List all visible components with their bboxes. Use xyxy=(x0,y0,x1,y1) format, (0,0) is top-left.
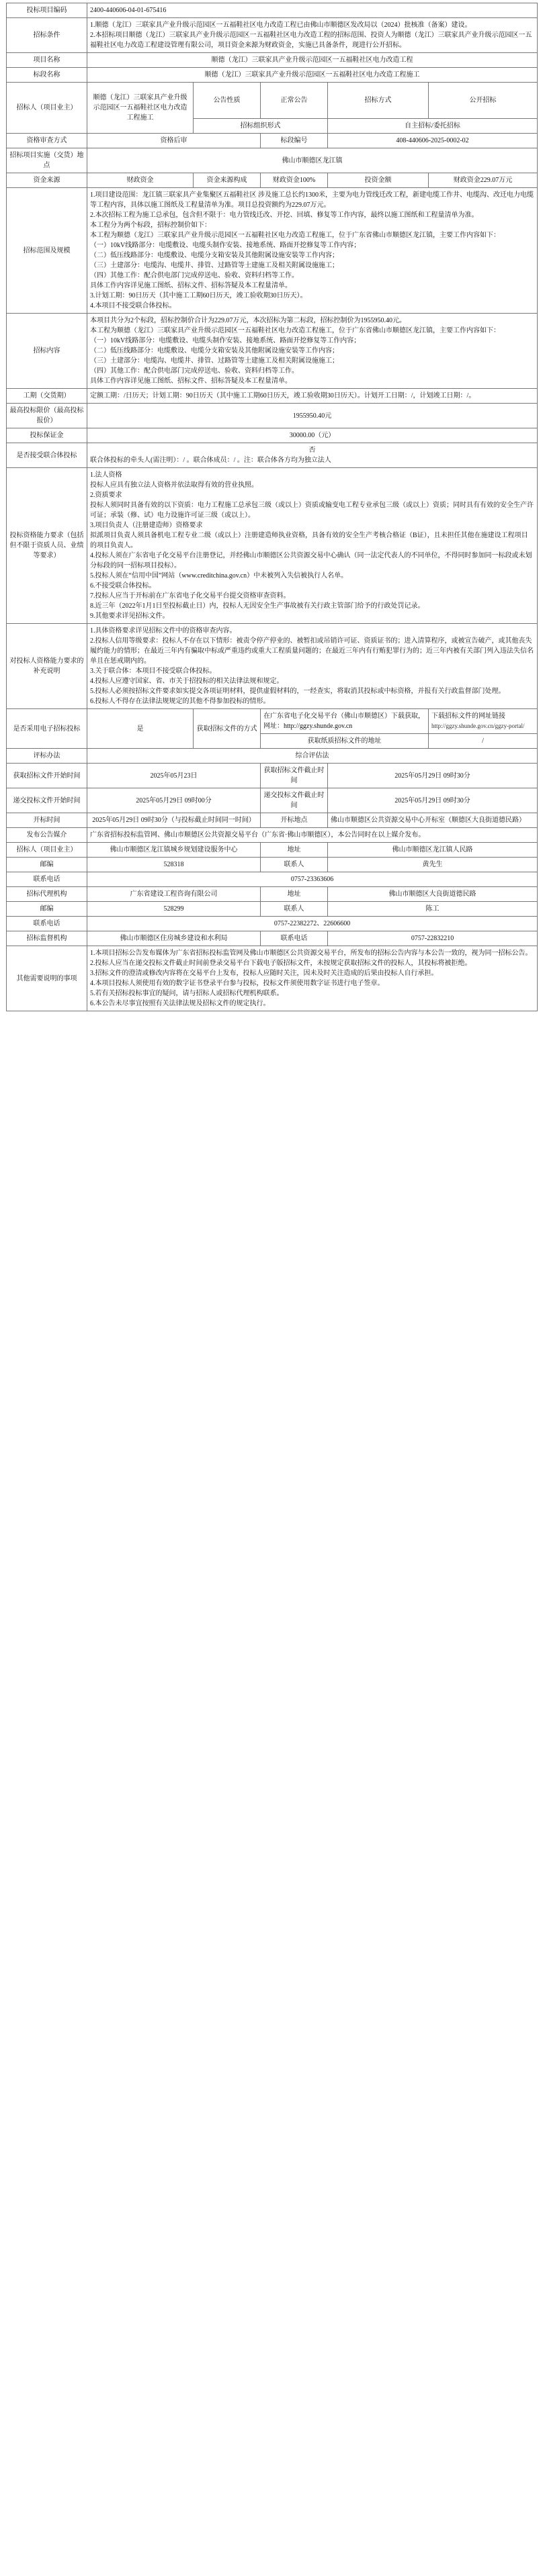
notes-line: 3.招标文件的澄清或修改内容将在交易平台上发布，投标人应随时关注，因未及时关注造成的后果由投标人自行承担。 xyxy=(90,970,438,977)
deposit-value: 30000.00（元） xyxy=(87,428,538,443)
content-text xyxy=(87,314,538,389)
agency-value: 广东省建设工程咨询有限公司 xyxy=(87,887,261,902)
agency-zip-value: 528299 xyxy=(87,902,261,917)
section-code-value: 408-440606-2025-0002-02 xyxy=(328,134,538,148)
time-row-3 xyxy=(7,813,538,828)
scope-line: 本工程分为两个标段，招标控制价如下： xyxy=(90,222,211,229)
content-line: （二）低压线路部分：电缆敷设、电缆分支箱安装及其他附属设施安装等工作内容； xyxy=(90,347,339,355)
review-method-label: 资格审查方式 xyxy=(7,134,87,148)
joint-sub: 联合体投标的牵头人(需注明）：/ 。联合体成员：/ 。注：联合体各方均为独立法人 xyxy=(90,457,331,464)
time-open-place-value: 佛山市顺德区公共资源交易中心开标室（顺德区大良街道德民路） xyxy=(328,813,538,828)
ecert-method-text: 在广东省电子化交易平台（佛山市顺德区）下载获取，网址：http://ggzy.shunde.gov.cn xyxy=(261,709,429,734)
qualification-lines xyxy=(90,470,534,621)
notice-type-label: 公告性质 xyxy=(194,83,261,119)
supervisor-row xyxy=(7,931,538,946)
other-line: 5.投标人必须按招标文件要求如实提交各项证明材料，提供虚假材料的，一经查实，将取消其投标或中标资格，并报有关行政监督部门处理。 xyxy=(90,688,505,695)
review-method-row xyxy=(7,134,538,148)
time-start-value: 2025年05月23日 xyxy=(87,764,261,788)
scope-row xyxy=(7,188,538,314)
other-lines xyxy=(90,626,534,706)
location-label: 招标项目实施（交货）地点 xyxy=(7,148,87,173)
contact-addr-label: 地址 xyxy=(261,843,328,858)
review-method-value: 资格后审 xyxy=(87,134,261,148)
agency-label: 招标代理机构 xyxy=(7,887,87,902)
ecert-row xyxy=(7,709,538,734)
other-line: 1.具体资格要求详见招标文件中的资格审查内容。 xyxy=(90,627,237,635)
contact-phone-value: 0757-23363606 xyxy=(87,872,538,887)
tenderer-contact-row-3 xyxy=(7,872,538,887)
agency-addr-value: 佛山市顺德区大良街道德民路 xyxy=(328,887,538,902)
budget-label: 投资金额 xyxy=(328,173,429,188)
schedule-value: 定额工期：/日历天；计划工期：90日历天（其中施工工期60日历天，竣工验收期30日历天）。计划开工日期：/，计划竣工日期：/。 xyxy=(87,389,538,404)
qualification-line: 6.不接受联合体投标。 xyxy=(90,582,156,590)
max-price-value: 1955950.40元 xyxy=(87,404,538,428)
section-name-row xyxy=(7,68,538,83)
review-value: 综合评估法 xyxy=(87,749,538,764)
funding-value: 财政资金 xyxy=(87,173,194,188)
publish-value: 广东省招标投标监管网、佛山市顺德区公共资源交易平台（广东省·佛山市顺德区），本公告同时在以上媒介发布。 xyxy=(87,828,538,843)
content-line: 本工程为顺德（龙江）三联家具产业升级示范园区一五福鞋社区电力改造工程施工，位于广东省佛山市顺德区龙江镇，主要工作内容如下： xyxy=(90,327,500,334)
publish-label: 发布公告媒介 xyxy=(7,828,87,843)
notes-line: 2.投标人应当在递交投标文件截止时间前登录交易平台下载电子版招标文件，未按规定获取招标文件的投标人，其投标将被拒绝。 xyxy=(90,960,472,967)
time-open-place-label: 开标地点 xyxy=(261,813,328,828)
agency-row-2 xyxy=(7,902,538,917)
agency-row xyxy=(7,887,538,902)
content-line: 本项目共分为2个标段，招标控制价合计为229.07万元，本次招标为第二标段，招标控制价为1955950.40元。 xyxy=(90,317,406,324)
section-name-value: 顺德（龙江）三联家具产业升级示范园区一五福鞋社区电力改造工程施工 xyxy=(87,68,538,83)
ecert-sub1-label: 下载招标文件的网址链接 xyxy=(431,712,505,720)
content-line: （三）土建部分：电缆沟、电缆井、排管、过路管等土建施工及相关附属设施施工； xyxy=(90,357,339,365)
contact-addr-value: 佛山市顺德区龙江镇人民路 xyxy=(328,843,538,858)
scope-line: （二）低压线路部分：电缆敷设、电缆分支箱安装及其他附属设施安装等工作内容； xyxy=(90,252,339,259)
location-row xyxy=(7,148,538,173)
scope-lines xyxy=(90,190,534,311)
qualification-line: 9.其他要求详见招标文件。 xyxy=(90,612,169,620)
conditions-label: 招标条件 xyxy=(7,18,87,53)
other-line: 6.投标人不得存在法律法规规定的其他不得参加投标的情形。 xyxy=(90,698,270,705)
joint-value: 否 xyxy=(308,447,316,454)
time-end-value: 2025年05月29日 09时30分 xyxy=(328,764,538,788)
scope-line: 2.本次招标工程为施工总承包，包含但不限于：电力管线迁改、开挖、回填、修复等工作内容，最终以施工图纸和工程量清单为准。 xyxy=(90,212,478,219)
other-line: 4.投标人应遵守国家、省、市关于招投标的相关法律法规和规定。 xyxy=(90,678,284,685)
time-open-label: 开标时间 xyxy=(7,813,87,828)
scope-line: （一）10kV线路部分：电缆敷设、电缆头制作安装、接地系统、路面开挖修复等工作内容； xyxy=(90,242,361,249)
ecert-sub2-value: / xyxy=(429,734,538,749)
section-code-label: 标段编号 xyxy=(261,134,328,148)
ecert-sub2-label: 获取纸质招标文件的地址 xyxy=(261,734,429,749)
other-text xyxy=(87,624,538,709)
conditions-text: 1.顺德（龙江）三联家具产业升级示范园区一五福鞋社区电力改造工程已由佛山市顺德区发改局以（2024）批核准（备案）建设。 2.本招标项目顺德（龙江）三联家具产业升级示范园区一五福鞋社区电力改造工程的招标范围、投资人为顺德（龙江）三联家具产业升级示范园区一五福鞋社区电力改造工程建设管理有限公司，项目资金来源为财政资金，实施已具备条件，现进行公开招标。 xyxy=(87,18,538,53)
supervisor-label: 招标监督机构 xyxy=(7,931,87,946)
notes-line: 6.本公告未尽事宜按照有关法律法规及招标文件的规定执行。 xyxy=(90,1000,270,1007)
funding-ratio-label: 资金来源构成 xyxy=(194,173,261,188)
notice-type-value: 正常公告 xyxy=(261,83,328,119)
contact-person-label: 联系人 xyxy=(261,858,328,872)
qualification-line: 4.投标人须在广东省电子化交易平台注册登记，并经佛山市顺德区公共资源交易中心确认（同一法定代表人的不同单位，不得同时参加同一标段或未划分标段的同一招标项目投标）。 xyxy=(90,552,532,569)
notes-text xyxy=(87,946,538,1011)
agency-row-3 xyxy=(7,917,538,931)
notes-line: 5.若有关招标投标事宜的疑问，请与招标人或招标代理机构联系。 xyxy=(90,990,284,997)
qualification-line: 投标人须同时具备有效的以下资质：电力工程施工总承包三级（或以上）资质或输变电工程专业承包三级（或以上）资质；同时具有有效的安全生产许可证；承装（修、试）电力设施许可证三级（或以上）。 xyxy=(90,502,534,519)
qualification-line: 3.项目负责人（注册建造师）资格要求 xyxy=(90,522,203,529)
funding-label: 资金来源 xyxy=(7,173,87,188)
time-submit-start-value: 2025年05月29日 09时00分 xyxy=(87,788,261,813)
contact-phone-label: 联系电话 xyxy=(7,872,87,887)
method-value: 公开招标 xyxy=(429,83,538,119)
joint-row xyxy=(7,443,538,468)
time-row-2 xyxy=(7,788,538,813)
notes-line: 4.本项目投标人须使用有效的数字证书登录平台参与投标，投标文件须使用数字证书进行电子签章。 xyxy=(90,980,384,987)
qualification-line: 5.投标人须在“信用中国”网站（www.creditchina.gov.cn）中未被列入失信被执行人名单。 xyxy=(90,572,348,580)
project-code-value: 2400-440606-04-01-675416 xyxy=(87,3,538,18)
ecert-sub1-cell xyxy=(429,709,538,734)
tenderer-value: 顺德（龙江）三联家具产业升级示范园区一五福鞋社区电力改造工程施工 xyxy=(87,83,194,134)
contact-zip-label: 邮编 xyxy=(7,858,87,872)
ecert-label: 是否采用电子招标投标 xyxy=(7,709,87,749)
project-name-row xyxy=(7,53,538,68)
method-label: 招标方式 xyxy=(328,83,429,119)
schedule-label: 工期（交货期） xyxy=(7,389,87,404)
agency-zip-label: 邮编 xyxy=(7,902,87,917)
time-end-label: 获取招标文件截止时间 xyxy=(261,764,328,788)
scope-text xyxy=(87,188,538,314)
notes-row xyxy=(7,946,538,1011)
deposit-row xyxy=(7,428,538,443)
content-line: （一）10kV线路部分：电缆敷设、电缆头制作安装、接地系统、路面开挖修复等工作内容； xyxy=(90,337,361,344)
review-row xyxy=(7,749,538,764)
other-line: 3.关于联合体：本项目不接受联合体投标。 xyxy=(90,668,216,675)
agency-person-label: 联系人 xyxy=(261,902,328,917)
contact-tenderer-value: 佛山市顺德区龙江镇城乡规划建设服务中心 xyxy=(87,843,261,858)
section-name-label: 标段名称 xyxy=(7,68,87,83)
deposit-label: 投标保证金 xyxy=(7,428,87,443)
scope-line: 具体工作内容详见施工图纸、招标文件、招标答疑及本工程量清单。 xyxy=(90,282,292,289)
qualification-line: 投标人应具有独立法人资格并依法取得有效的营业执照。 xyxy=(90,481,258,489)
tenderer-row xyxy=(7,83,538,119)
time-submit-start-label: 递交投标文件开始时间 xyxy=(7,788,87,813)
publish-row xyxy=(7,828,538,843)
project-code-label: 投标项目编码 xyxy=(7,3,87,18)
supervisor-phone-value: 0757-22832210 xyxy=(328,931,538,946)
ecert-method-label: 获取招标文件的方式 xyxy=(194,709,261,749)
time-start-label: 获取招标文件开始时间 xyxy=(7,764,87,788)
content-lines xyxy=(90,316,534,386)
funding-ratio-value: 财政资金100% xyxy=(261,173,328,188)
scope-line: 3.计划工期：90日历天（其中施工工期60日历天，竣工验收期30日历天）。 xyxy=(90,292,307,300)
funding-row xyxy=(7,173,538,188)
qualification-row xyxy=(7,468,538,624)
other-line: 2.投标人信用等级要求：投标人不存在以下情形：被责令停产停业的、被暂扣或吊销许可证、资质证书的；进入清算程序，或被宣告破产，或其他丧失履约能力的情形；在最近三年内有骗取中标或严重违约或重大工程质量问题的；在最近三年内有行贿犯罪行为的；近三年内被有关部门列入违法失信名单且在惩戒期内的。 xyxy=(90,637,534,665)
contact-tenderer-label: 招标人（项目业主） xyxy=(7,843,87,858)
supervisor-phone-label: 联系电话 xyxy=(261,931,328,946)
scope-line: （四）其他工作：配合供电部门完成停送电、验收、资料归档等工作。 xyxy=(90,272,298,279)
org-label: 招标组织形式 xyxy=(194,119,328,134)
content-line: 具体工作内容详见施工图纸、招标文件、招标答疑及本工程量清单。 xyxy=(90,377,292,385)
project-code-row xyxy=(7,3,538,18)
agency-phone-value: 0757-22382272、22606600 xyxy=(87,917,538,931)
contact-person-value: 黄先生 xyxy=(328,858,538,872)
scope-line: 4.本项目不接受联合体投标。 xyxy=(90,302,176,310)
tenderer-contact-row-2 xyxy=(7,858,538,872)
ecert-sub1-link[interactable]: http://ggzy.shunde.gov.cn/ggzy-portal/ xyxy=(431,723,525,729)
tenderer-label: 招标人（项目业主） xyxy=(7,83,87,134)
content-label: 招标内容 xyxy=(7,314,87,389)
notes-line: 1.本项目招标公告发布媒体为广东省招标投标监管网及佛山市顺德区公共资源交易平台，所发布的招标公告内容与本公告一致的，视为同一招标公告。 xyxy=(90,950,532,957)
org-value: 自主招标/委托招标 xyxy=(328,119,538,134)
location-value: 佛山市顺德区龙江镇 xyxy=(87,148,538,173)
max-price-row xyxy=(7,404,538,428)
qualification-text xyxy=(87,468,538,624)
content-row xyxy=(7,314,538,389)
tender-notice xyxy=(6,3,537,1011)
scope-line: 1.项目建设范围：龙江镇三联家具产业集聚区五福鞋社区 涉及施工总长约1300米，主要为电力管线迁改工程，新建电缆工作井、电缆沟、改迁电力电缆等工程内容，具体以施工图纸及工程量清单为准。项目总投资额约为229.07万元。 xyxy=(90,191,534,209)
ecert-value: 是 xyxy=(87,709,194,749)
project-name-label: 项目名称 xyxy=(7,53,87,68)
conditions-row xyxy=(7,18,538,53)
qualification-line: 7.投标人应当于开标前在广东省电子化交易平台提交资格审查资料。 xyxy=(90,592,290,600)
qualification-line: 8.近三年（2022年1月1日至投标截止日）内，投标人无因安全生产事故被有关行政主管部门给予的行政处罚记录。 xyxy=(90,602,425,610)
agency-person-value: 陈工 xyxy=(328,902,538,917)
scope-line: （三）土建部分：电缆沟、电缆井、排管、过路管等土建施工及相关附属设施施工； xyxy=(90,262,339,269)
notes-lines xyxy=(90,948,534,1009)
tenderer-contact-row xyxy=(7,843,538,858)
qualification-line: 1.法人资格 xyxy=(90,471,122,479)
max-price-label: 最高投标限价（最高投标报价） xyxy=(7,404,87,428)
supervisor-value: 佛山市顺德区住房城乡建设和水利局 xyxy=(87,931,261,946)
budget-value: 财政资金229.07万元 xyxy=(429,173,538,188)
notice-table xyxy=(6,3,538,1011)
notes-label: 其他需要说明的事项 xyxy=(7,946,87,1011)
qualification-label: 投标资格能力要求（包括但不限于资质人员、业绩等要求） xyxy=(7,468,87,624)
joint-cell xyxy=(87,443,538,468)
qualification-line: 拟派项目负责人须具备机电工程专业二级（或以上）注册建造师执业资格，具备有效的安全生产考核合格证（B证），且未担任其他在施建设工程项目的项目负责人。 xyxy=(90,532,528,549)
schedule-row xyxy=(7,389,538,404)
qualification-line: 2.资质要求 xyxy=(90,492,122,499)
time-open-value: 2025年05月29日 09时30分（与投标截止时间同一时间） xyxy=(87,813,261,828)
scope-label: 招标范围及规模 xyxy=(7,188,87,314)
contact-zip-value: 528318 xyxy=(87,858,261,872)
project-name-value: 顺德（龙江）三联家具产业升级示范园区一五福鞋社区电力改造工程 xyxy=(87,53,538,68)
review-label: 评标办法 xyxy=(7,749,87,764)
scope-line: 本工程为顺德（龙江）三联家具产业升级示范园区一五福鞋社区电力改造工程施工，位于广东省佛山市顺德区龙江镇，主要工作内容如下： xyxy=(90,232,500,239)
time-submit-end-value: 2025年05月29日 09时30分 xyxy=(328,788,538,813)
time-submit-end-label: 递交投标文件截止时间 xyxy=(261,788,328,813)
other-row xyxy=(7,624,538,709)
joint-label: 是否接受联合体投标 xyxy=(7,443,87,468)
agency-addr-label: 地址 xyxy=(261,887,328,902)
agency-phone-label: 联系电话 xyxy=(7,917,87,931)
time-row-1 xyxy=(7,764,538,788)
other-label: 对投标人资格能力要求的补充说明 xyxy=(7,624,87,709)
content-line: （四）其他工作：配合供电部门完成停送电、验收、资料归档等工作。 xyxy=(90,367,298,375)
